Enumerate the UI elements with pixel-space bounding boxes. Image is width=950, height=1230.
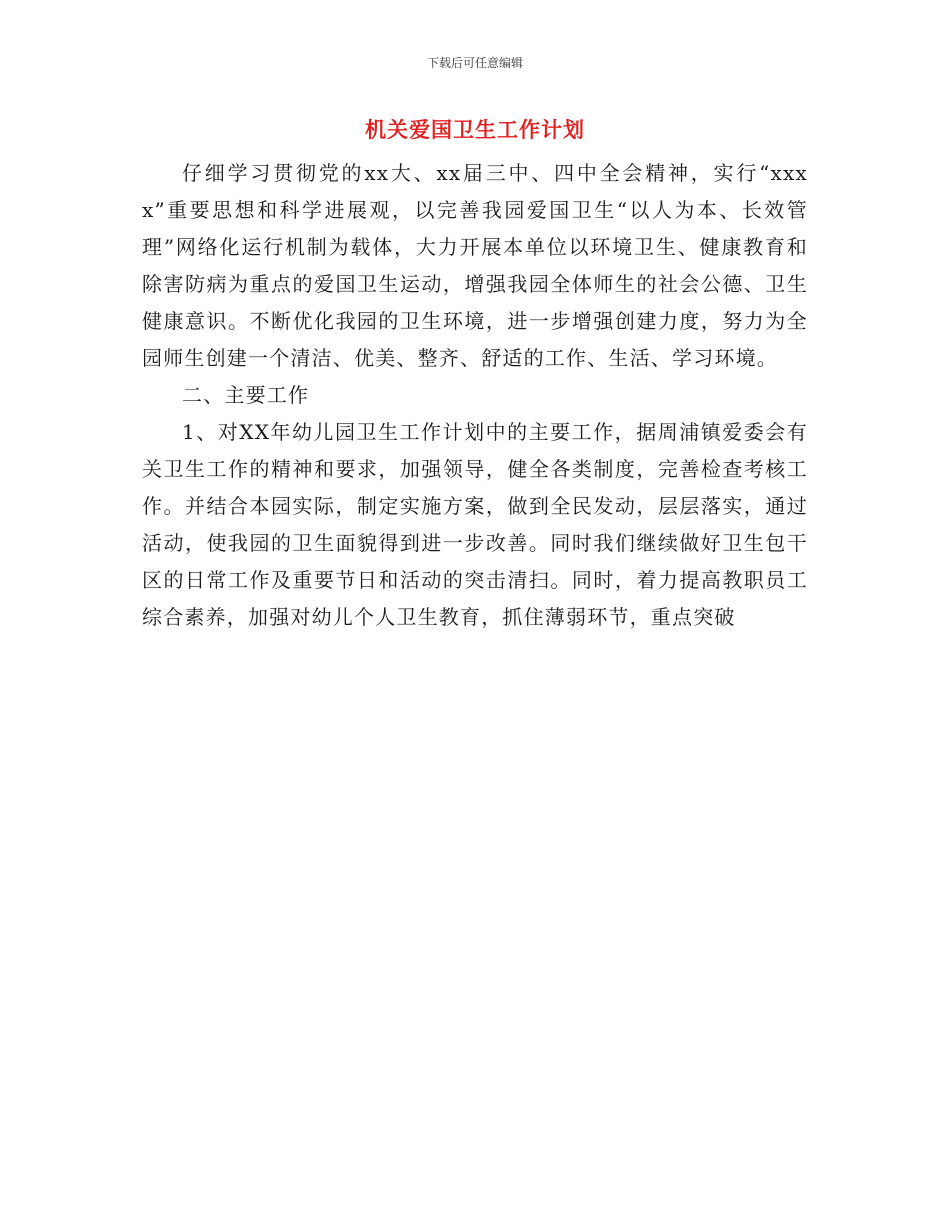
work-item-paragraph: 1、对XX年幼儿园卫生工作计划中的主要工作，据周浦镇爱委会有关卫生工作的精神和要求，加强领导，健全各类制度，完善检查考核工作。并结合本园实际，制定实施方案，做到全民发动，层层落实，通过活动，使我园的卫生面貌得到进一步改善。同时我们继续做好卫生包干区的日常工作及重要节日和活动的突击清扫。同时，着力提高教职员工综合素养，加强对幼儿个人卫生教育，抓住薄弱环节，重点突破 bbox=[142, 420, 808, 629]
intro-paragraph: 仔细学习贯彻党的xx大、xx届三中、四中全会精神，实行“xxxx”重要思想和科学进展观，以完善我园爱国卫生“以人为本、长效管理”网络化运行机制为载体，大力开展本单位以环境卫生、健康教育和除害防病为重点的爱国卫生运动，增强我园全体师生的社会公德、卫生健康意识。不断优化我园的卫生环境，进一步增强创建力度，努力为全园师生创建一个清洁、优美、整齐、舒适的工作、生活、学习环境。 bbox=[142, 161, 808, 370]
header-note: 下载后可任意编辑 bbox=[426, 56, 523, 70]
section-heading-main-work: 二、主要工作 bbox=[182, 383, 310, 407]
document-title: 机关爱国卫生工作计划 bbox=[365, 117, 585, 142]
document-body bbox=[142, 155, 808, 636]
